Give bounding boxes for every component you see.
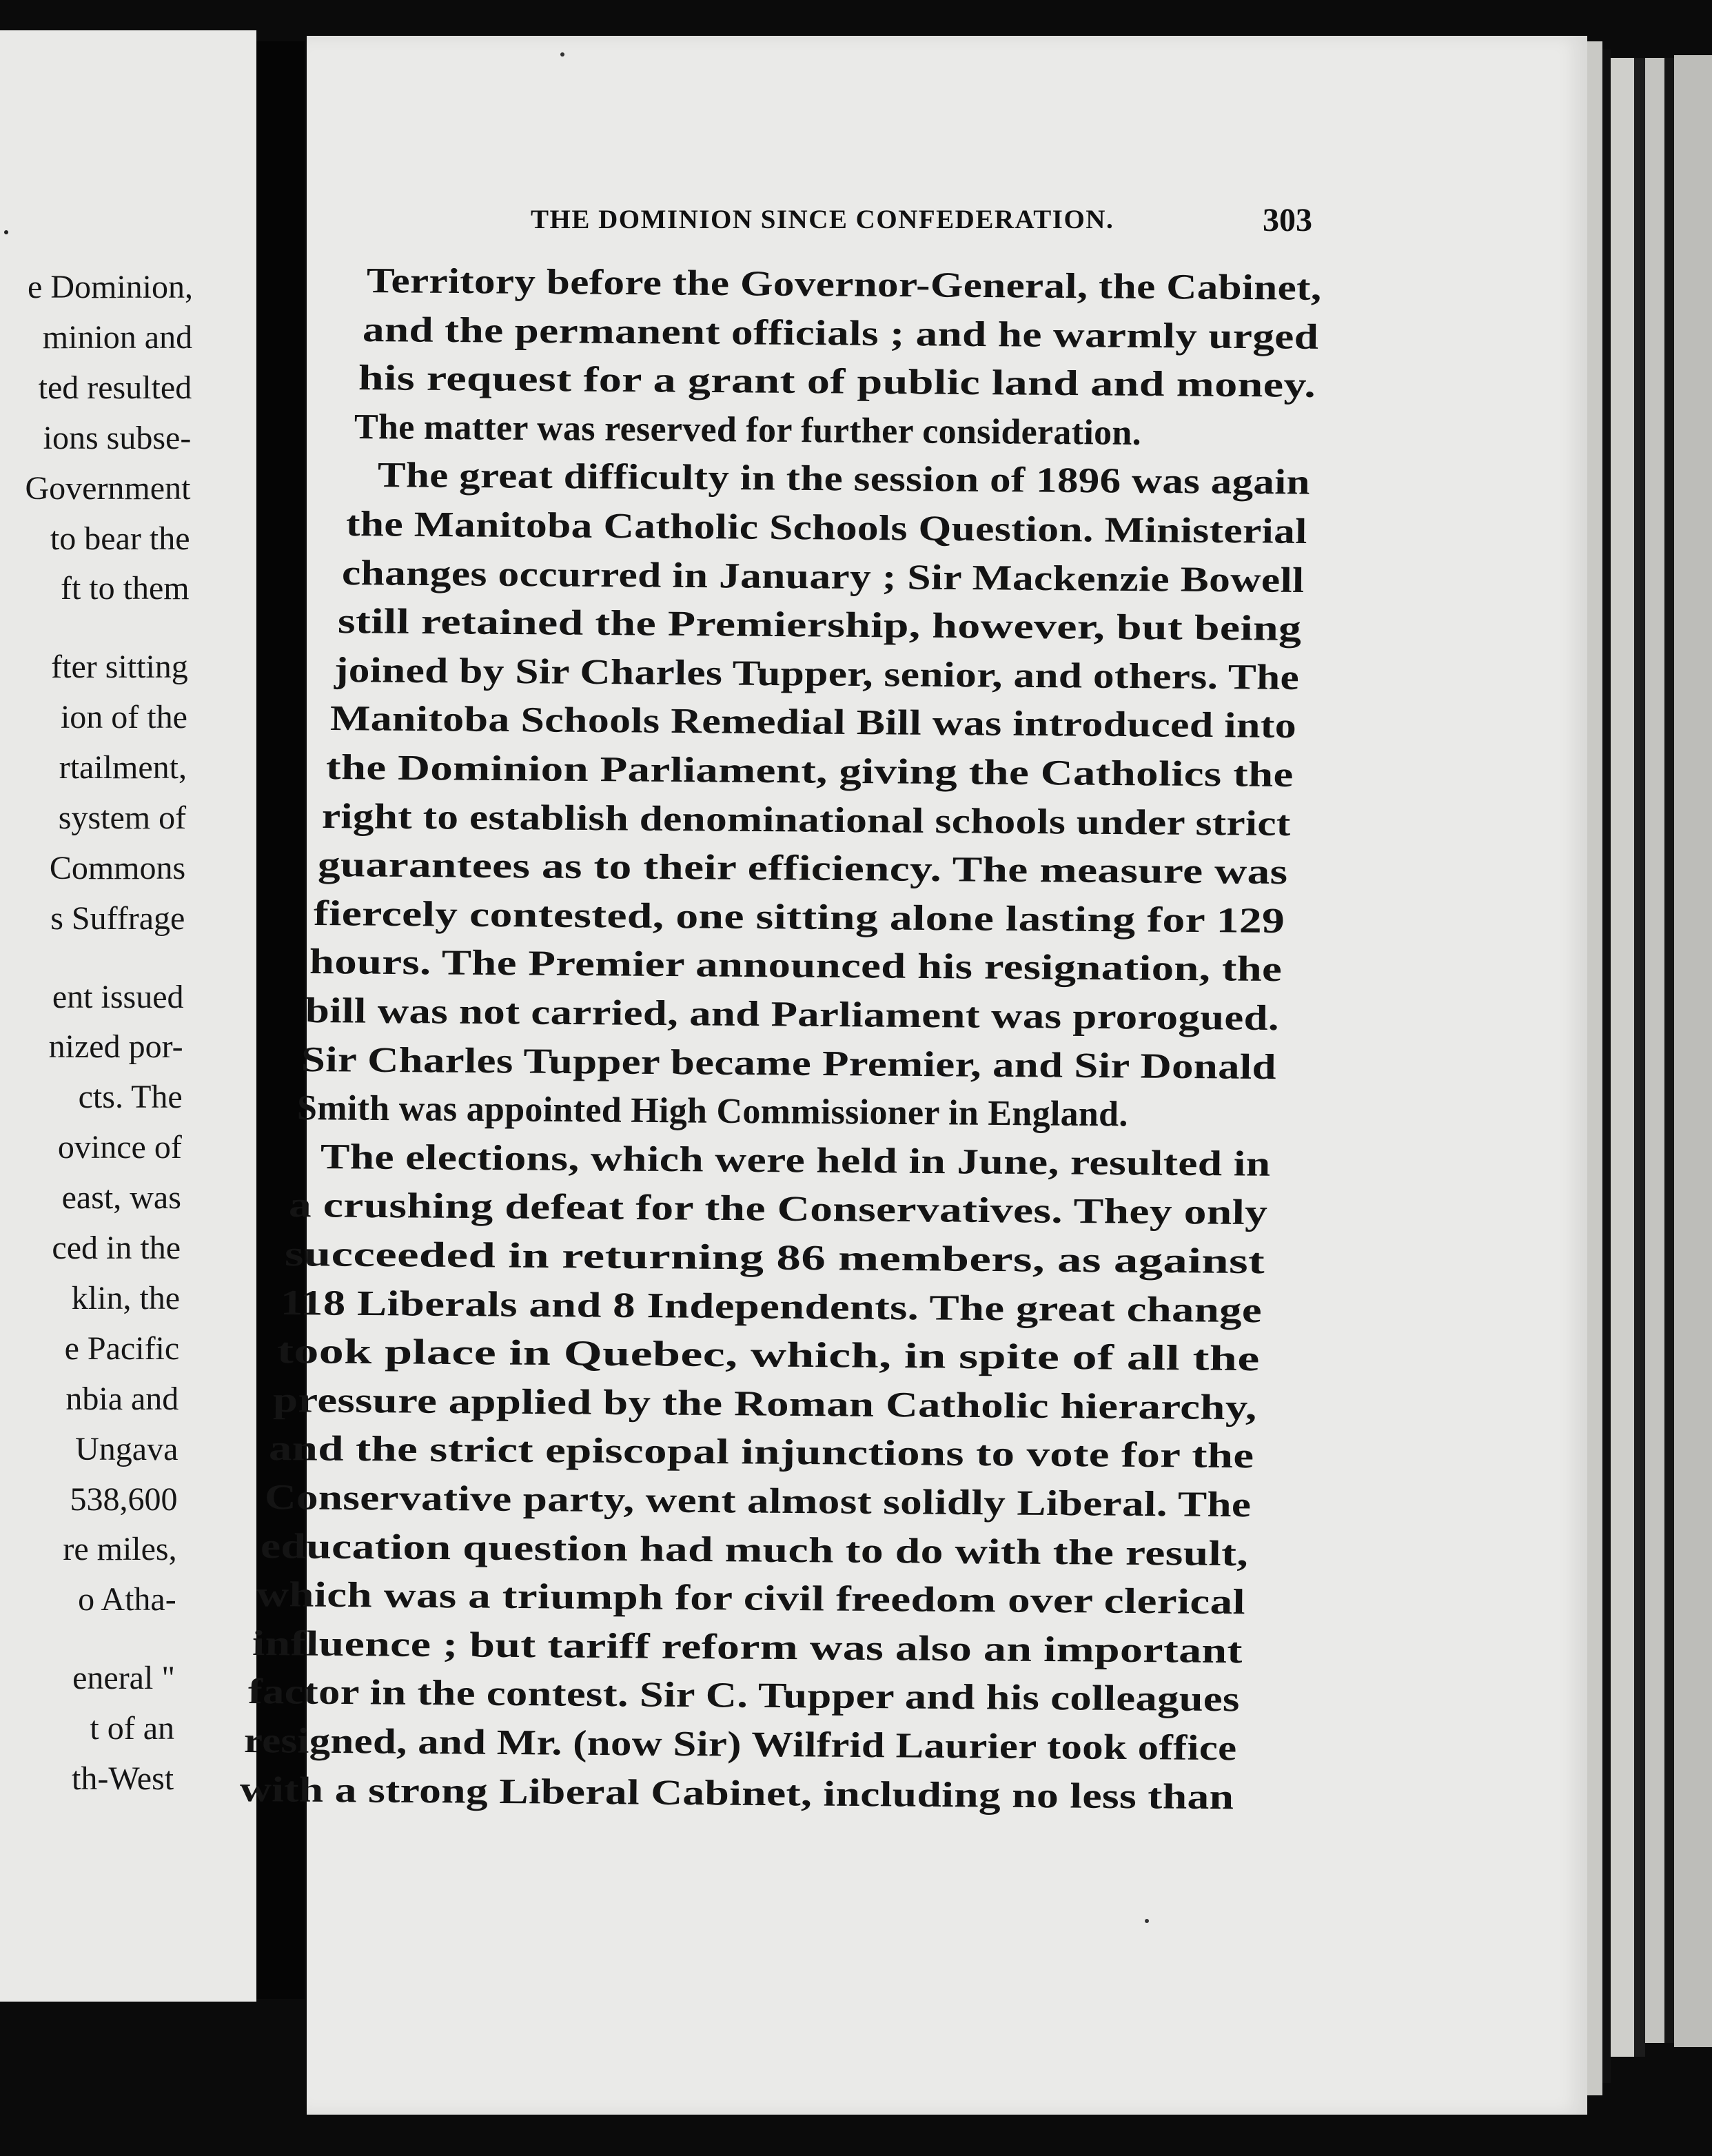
left-page-line: east, was	[61, 1179, 181, 1217]
left-page-line: ovince of	[57, 1129, 182, 1166]
left-page-line: ced in the	[52, 1230, 181, 1266]
text-line: education question had much to do with the result,	[260, 1526, 1249, 1574]
left-page-line: eneral "	[72, 1660, 175, 1697]
left-page-line: klin, the	[71, 1279, 181, 1316]
left-page-line: e Dominion,	[28, 269, 193, 305]
text-line: Smith was appointed High Commissioner in England.	[296, 1088, 1129, 1135]
page-speck	[560, 52, 564, 57]
left-page-line: cts. The	[78, 1079, 183, 1116]
left-page-line: Government	[25, 469, 191, 507]
left-facing-page	[0, 30, 256, 2002]
text-line: changes occurred in January ; Sir Mackenzie Bowell	[342, 553, 1305, 600]
page-edge	[1645, 58, 1664, 2043]
left-page-line: to bear the	[50, 520, 190, 557]
left-page-line: nized por-	[48, 1028, 183, 1066]
page-number: 303	[1263, 202, 1312, 238]
text-line: Conservative party, went almost solidly Liberal. The	[264, 1478, 1252, 1525]
left-page-line: e Pacific	[64, 1330, 180, 1367]
left-page-line: fter sitting	[51, 649, 188, 686]
text-line: succeeded in returning 86 members, as against	[285, 1234, 1265, 1282]
left-page-line: system of	[58, 799, 187, 836]
text-line: The matter was reserved for further consideration.	[354, 407, 1142, 453]
left-page-line: 538,600	[70, 1481, 178, 1518]
page-edge	[1674, 55, 1712, 2047]
left-page-line: o Atha-	[78, 1581, 176, 1618]
page-speck	[1145, 1919, 1149, 1923]
text-line: pressure applied by the Roman Catholic hierarchy,	[272, 1380, 1257, 1428]
left-page-mark	[4, 230, 8, 234]
text-line: factor in the contest. Sir C. Tupper and his colleagues	[247, 1672, 1240, 1720]
text-line: Territory before the Governor-General, the Cabinet,	[366, 261, 1322, 308]
left-page-line: ft to them	[60, 570, 190, 607]
running-head: THE DOMINION SINCE CONFEDERATION.	[531, 205, 1114, 234]
text-line: and the strict episcopal injunctions to vote for the	[268, 1429, 1254, 1476]
text-line: hours. The Premier announced his resignation, the	[309, 942, 1283, 990]
text-line: a crushing defeat for the Conservatives. They only	[289, 1186, 1268, 1233]
left-page-line: re miles,	[63, 1531, 177, 1568]
text-line: Manitoba Schools Remedial Bill was introduced into	[329, 699, 1296, 746]
left-page-line: Ungava	[75, 1430, 179, 1467]
text-line: still retained the Premiership, however, but being	[338, 602, 1303, 649]
left-page-line: nbia and	[65, 1380, 179, 1417]
page-edge	[1664, 58, 1674, 2043]
text-line: The great difficulty in the session of 1896 was again	[378, 456, 1311, 503]
text-line: bill was not carried, and Parliament was prorogued.	[305, 991, 1280, 1039]
text-line: with a strong Liberal Cabinet, including no less than	[239, 1769, 1234, 1817]
text-line: the Dominion Parliament, giving the Catholics the	[325, 748, 1294, 795]
left-page-line: minion and	[42, 318, 193, 356]
page-edge	[1611, 58, 1634, 2057]
text-line: the Manitoba Catholic Schools Question. Ministerial	[346, 505, 1308, 551]
text-line: Sir Charles Tupper became Premier, and Sir Donald	[300, 1039, 1277, 1087]
text-line: right to establish denominational schools under strict	[321, 796, 1291, 844]
left-page-line: s Suffrage	[50, 899, 185, 937]
text-line: joined by Sir Charles Tupper, senior, and others. The	[334, 650, 1299, 698]
text-line: 118 Liberals and 8 Independents. The great change	[281, 1283, 1263, 1330]
text-line: and the permanent officials ; and he warmly urged	[362, 309, 1319, 357]
text-line: resigned, and Mr. (now Sir) Wilfrid Laurier took office	[243, 1721, 1237, 1769]
text-line: took place in Quebec, which, in spite of all the	[276, 1332, 1260, 1379]
left-page-line: ted resulted	[38, 369, 192, 406]
text-line: his request for a grant of public land and money.	[358, 358, 1316, 406]
left-page-line: th-West	[72, 1760, 174, 1797]
text-line: fiercely contested, one sitting alone lasting for 129	[313, 893, 1285, 941]
left-page-line: ent issued	[52, 978, 184, 1015]
text-line: which was a triumph for civil freedom over clerical	[256, 1575, 1246, 1623]
left-page-line: Commons	[49, 849, 186, 886]
left-page-line: t of an	[90, 1710, 174, 1747]
text-line: guarantees as to their efficiency. The measure was	[317, 845, 1288, 893]
page-edge	[1587, 41, 1602, 2095]
text-line: The elections, which were held in June, resulted in	[320, 1137, 1271, 1184]
page-edge	[1602, 50, 1611, 2083]
left-page-line: ion of the	[60, 699, 187, 736]
page-edge	[1634, 58, 1645, 2057]
left-page-line: ions subse-	[43, 419, 192, 456]
left-page-line: rtailment,	[59, 749, 187, 786]
text-line: influence ; but tariff reform was also an important	[252, 1623, 1243, 1671]
